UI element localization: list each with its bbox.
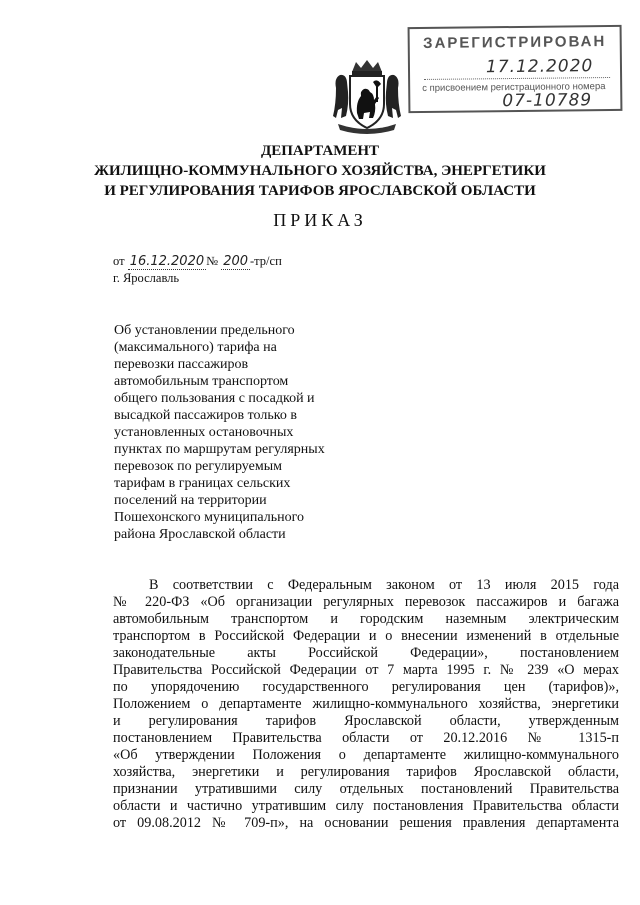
stamp-caption: с присвоением регистрационного номера	[422, 81, 606, 94]
department-name	[0, 141, 640, 201]
department-line: И РЕГУЛИРОВАНИЯ ТАРИФОВ ЯРОСЛАВСКОЙ ОБЛАСТИ	[104, 183, 536, 199]
body-line: области и частично утратившим силу постановления Правительства области	[113, 798, 619, 814]
subject-line: пунктах по маршрутам регулярных	[114, 442, 325, 457]
order-body-paragraph	[113, 577, 619, 832]
stamp-title: ЗАРЕГИСТРИРОВАН	[423, 33, 607, 52]
body-line: хозяйства, энергетики и регулирования тарифов Ярославской области,	[113, 764, 619, 780]
subject-line: общего пользования с посадкой и	[114, 391, 315, 406]
body-line: автомобильным транспортом и городским наземным электрическим	[113, 611, 619, 627]
body-line: признании утратившими силу отдельных постановлений Правительства	[113, 781, 619, 797]
department-line: ДЕПАРТАМЕНТ	[260, 143, 380, 159]
body-line: от 09.08.2012 № 709-п», на основании решения правления департамента	[113, 815, 619, 831]
subject-line: перевозки пассажиров	[114, 357, 249, 372]
coat-of-arms-emblem	[330, 58, 404, 134]
subject-line: высадкой пассажиров только в	[114, 408, 297, 423]
body-line: Положением о департаменте жилищно-коммунального хозяйства, энергетики	[113, 696, 619, 712]
stamp-reg-number: 07-10789	[502, 90, 593, 112]
order-subject	[114, 322, 354, 543]
order-date-line	[113, 254, 282, 270]
stamp-date: 17.12.2020	[485, 56, 594, 78]
subject-line: района Ярославской области	[114, 527, 286, 542]
document-type: ПРИКАЗ	[273, 210, 367, 230]
body-line: транспортом в Российской Федерации и о внесении изменений в отдельные	[113, 628, 619, 644]
subject-line: установленных остановочных	[114, 425, 294, 440]
subject-line: поселений на территории	[114, 493, 267, 508]
body-line: № 220-ФЗ «Об организации регулярных перевозок пассажиров и багажа	[113, 594, 619, 610]
stamp-date-line	[424, 77, 610, 80]
subject-line: (максимального) тарифа на	[114, 340, 277, 355]
body-line: законодательные акты Российской Федерации», постановлением	[113, 645, 619, 661]
body-line: В соответствии с Федеральным законом от 13 июля 2015 года	[149, 577, 619, 593]
city: г. Ярославль	[113, 271, 180, 285]
body-line: постановлением Правительства области от 20.12.2016 № 1315-п	[113, 730, 619, 746]
body-line: Правительства Российской Федерации от 7 марта 1995 г. № 239 «О мерах	[113, 662, 619, 678]
body-line: по упорядочению государственного регулирования цен (тарифов)»,	[113, 679, 619, 695]
body-line: и регулирования тарифов Ярославской области, утвержденным	[113, 713, 619, 729]
subject-line: перевозок по регулируемым	[114, 459, 282, 474]
number-sign: №	[206, 254, 219, 268]
date-prefix: от	[113, 254, 125, 268]
order-number-suffix: -тр/сп	[250, 254, 282, 268]
order-number: 200	[223, 254, 249, 269]
subject-line: тарифам в границах сельских	[114, 476, 291, 491]
department-line: ЖИЛИЩНО-КОММУНАЛЬНОГО ХОЗЯЙСТВА, ЭНЕРГЕТИКИ	[94, 163, 546, 179]
subject-line: автомобильным транспортом	[114, 374, 289, 389]
registration-stamp	[408, 25, 623, 113]
subject-line: Об установлении предельного	[114, 323, 295, 338]
subject-line: Пошехонского муниципального	[114, 510, 304, 525]
body-line: «Об утверждении Положения о департаменте жилищно-коммунального	[113, 747, 619, 763]
order-date: 16.12.2020	[129, 254, 205, 269]
